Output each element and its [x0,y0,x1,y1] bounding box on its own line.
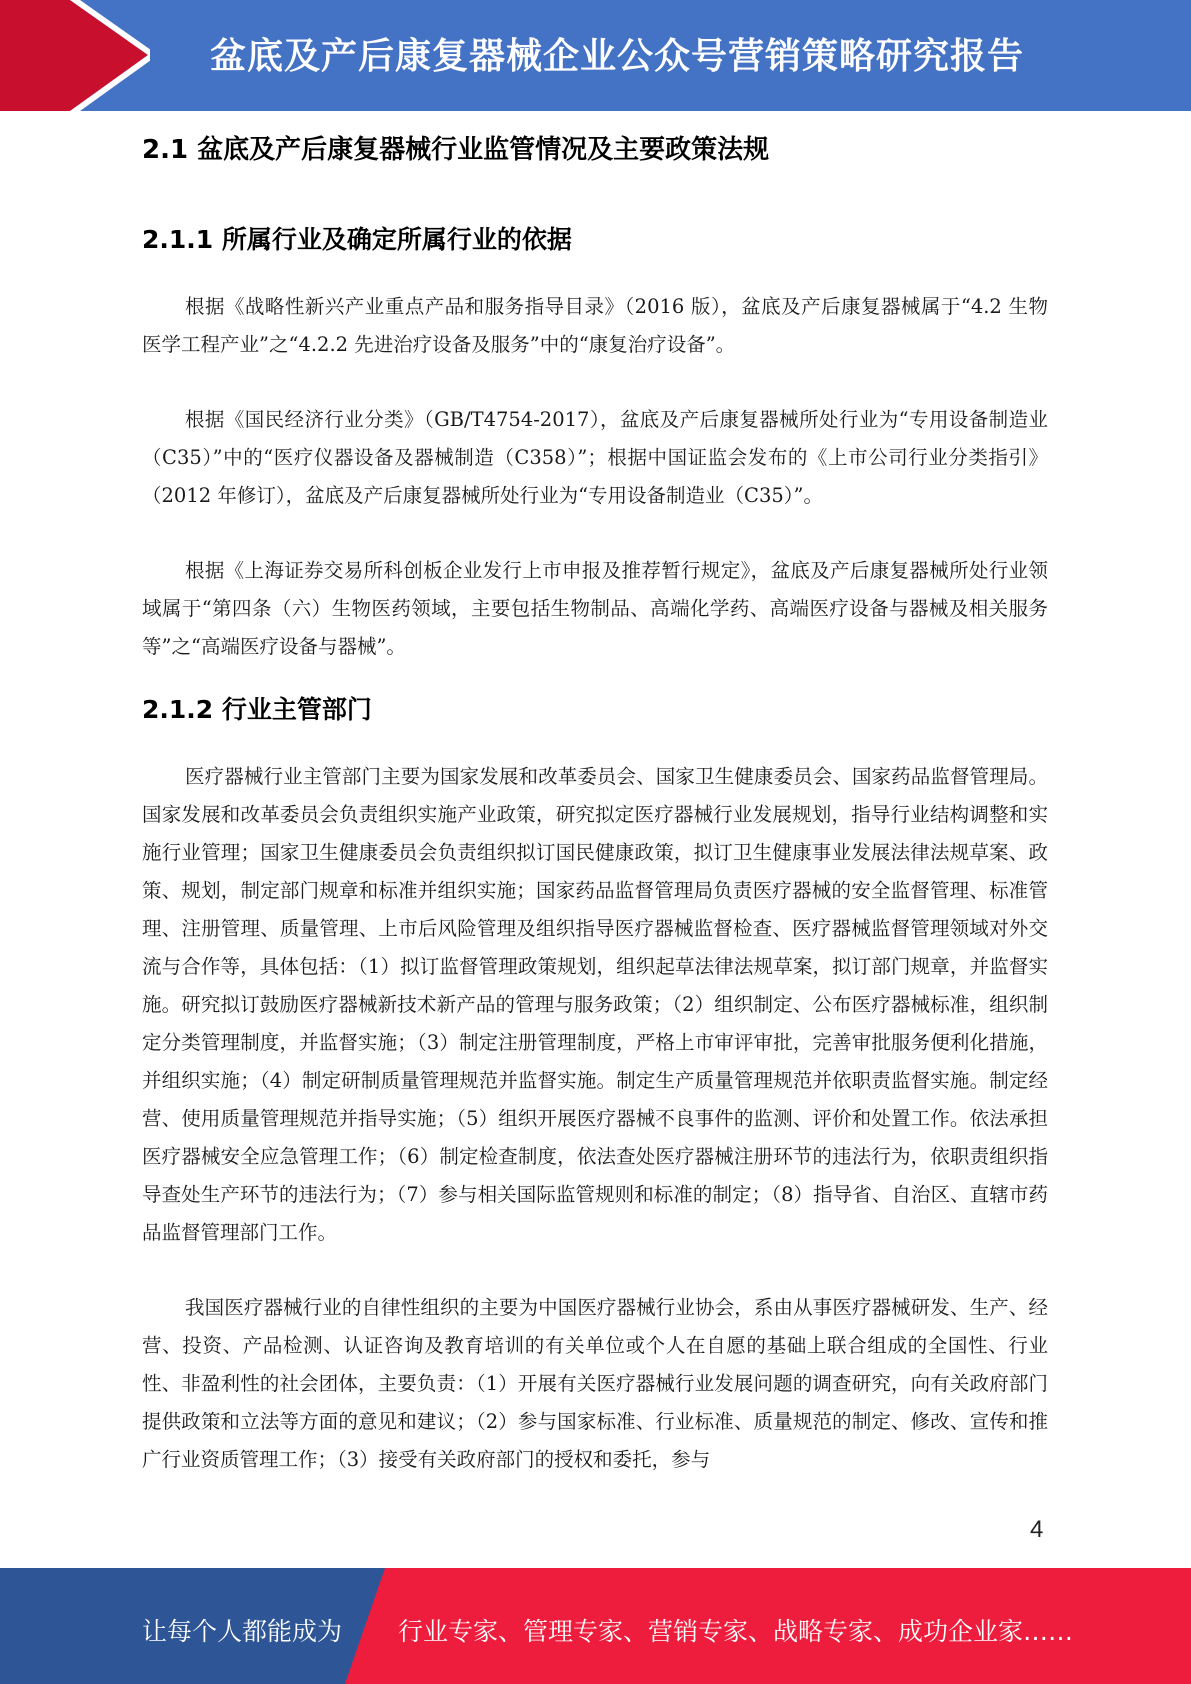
footer-slogan-left: 让每个人都能成为 [142,1617,343,1646]
page-header [0,0,1191,111]
header-chevron-decoration [0,0,150,111]
section-heading-2-1: 2.1 盆底及产后康复器械行业监管情况及主要政策法规 [142,135,770,165]
page-footer [0,1568,1191,1684]
paragraph-industry-association: 我国医疗器械行业的自律性组织的主要为中国医疗器械行业协会，系由从事医疗器械研发、生产、经营、投资、产品检测、认证咨询及教育培训的有关单位或个人在自愿的基础上联合组成的全国性、行业性、非盈利性的社会团体，主要负责：（1）开展有关医疗器械行业发展问题的调查研究，向有关政府部门提供政策和立法等方面的意见和建议；（2）参与国家标准、行业标准、质量规范的制定、修改、宣传和推广行业资质管理工作；（3）接受有关政府部门的授权和委托，参与 [142,1296,1048,1471]
paragraph-star-market: 根据《上海证券交易所科创板企业发行上市申报及推荐暂行规定》，盆底及产后康复器械所处行业领域属于“第四条（六）生物医药领域，主要包括生物制品、高端化学药、高端医疗设备与器械及相关服务等”之“高端医疗设备与器械”。 [142,559,1048,658]
subsection-heading-2-1-2: 2.1.2 行业主管部门 [142,695,372,724]
page-content [142,128,1048,1479]
paragraph-regulators: 医疗器械行业主管部门主要为国家发展和改革委员会、国家卫生健康委员会、国家药品监督管理局。国家发展和改革委员会负责组织实施产业政策，研究拟定医疗器械行业发展规划，指导行业结构调整和实施行业管理；国家卫生健康委员会负责组织拟订国民健康政策，拟订卫生健康事业发展法律法规草案、政策、规划，制定部门规章和标准并组织实施；国家药品监督管理局负责医疗器械的安全监督管理、标准管理、注册管理、质量管理、上市后风险管理及组织指导医疗器械监督检查、医疗器械监督管理领域对外交流与合作等，具体包括：（1）拟订监督管理政策规划，组织起草法律法规草案，拟订部门规章，并监督实施。研究拟订鼓励医疗器械新技术新产品的管理与服务政策；（2）组织制定、公布医疗器械标准，组织制定分类管理制度，并监督实施；（3）制定注册管理制度，严格上市审评审批，完善审批服务便利化措施，并组织实施；（4）制定研制质量管理规范并监督实施。制定生产质量管理规范并依职责监督实施。制定经营、使用质量管理规范并指导实施；（5）组织开展医疗器械不良事件的监测、评价和处置工作。依法承担医疗器械安全应急管理工作；（6）制定检查制度，依法查处医疗器械注册环节的违法行为，依职责组织指导查处生产环节的违法行为；（7）参与相关国际监管规则和标准的制定；（8）指导省、自治区、直辖市药品监督管理部门工作。 [142,765,1048,1244]
report-title: 盆底及产后康复器械企业公众号营销策略研究报告 [210,36,1025,77]
paragraph-economic-classification: 根据《国民经济行业分类》（GB/T4754-2017），盆底及产后康复器械所处行业为“专用设备制造业（C35）”中的“医疗仪器设备及器械制造（C358）”；根据中国证监会发布的《上市公司行业分类指引》（2012 年修订），盆底及产后康复器械所处行业为“专用设备制造业（C35）”。 [142,408,1048,507]
page-number: 4 [1030,1516,1044,1543]
footer-slogan-right: 行业专家、管理专家、营销专家、战略专家、成功企业家…… [398,1617,1074,1646]
subsection-heading-2-1-1: 2.1.1 所属行业及确定所属行业的依据 [142,225,572,254]
paragraph-industry-catalog: 根据《战略性新兴产业重点产品和服务指导目录》（2016 版），盆底及产后康复器械属于“4.2 生物医学工程产业”之“4.2.2 先进治疗设备及服务”中的“康复治疗设备”。 [142,295,1048,356]
